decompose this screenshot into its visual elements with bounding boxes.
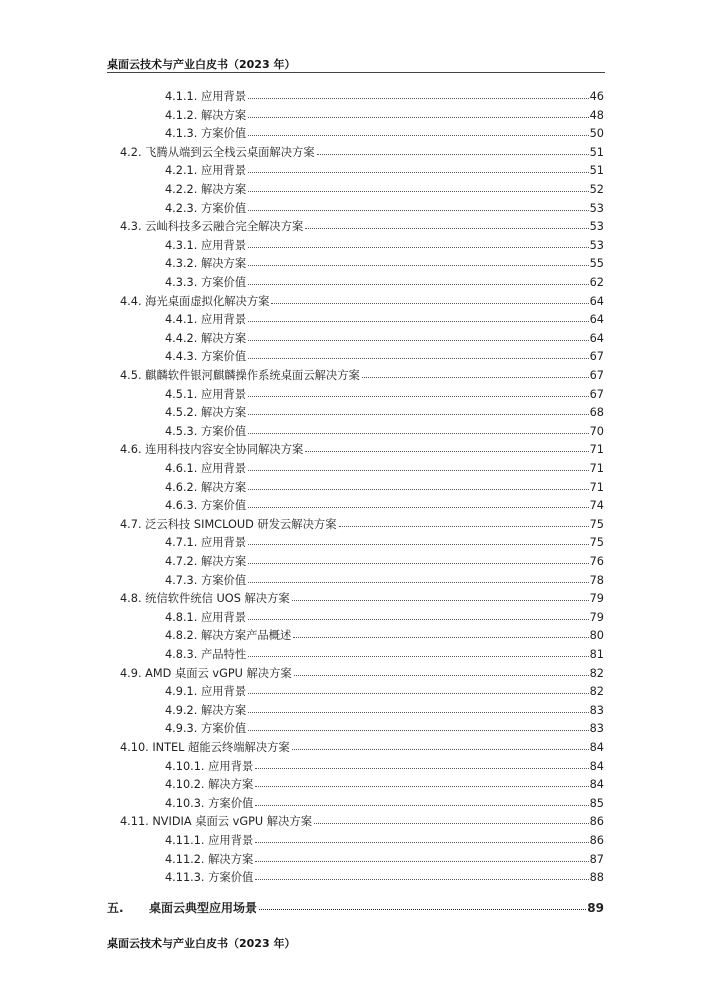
toc-entry-label — [165, 460, 246, 476]
toc-entry-number: 4.11.2. — [165, 852, 205, 866]
toc-entry-title: 解决方案 — [200, 257, 247, 271]
toc-entry-label — [120, 590, 290, 606]
toc-entry-title: 产品特性 — [200, 648, 247, 661]
toc-entry-number: 4.7.2. — [165, 555, 198, 568]
toc-entry-page: 89 — [587, 900, 604, 915]
toc-entry-title: 海光桌面虚拟化解决方案 — [145, 294, 270, 308]
toc-entry-page: 64 — [589, 331, 604, 345]
toc-entry-title: 解决方案 — [200, 555, 247, 568]
toc-entry-label — [120, 813, 312, 829]
toc-entry[interactable] — [165, 795, 604, 813]
toc-entry[interactable] — [165, 311, 604, 329]
toc-entry-label — [165, 162, 246, 178]
toc-entry-label — [120, 218, 303, 234]
toc-entry[interactable] — [165, 423, 604, 441]
toc-leader-dots — [255, 805, 588, 806]
toc-leader-dots — [248, 191, 588, 192]
toc-entry-number: 4.6.2. — [165, 480, 198, 494]
toc-entry-title: 应用背景 — [208, 834, 254, 847]
toc-entry-number: 4.4.2. — [165, 331, 198, 345]
header-divider — [107, 72, 605, 73]
toc-entry-page: 67 — [589, 369, 604, 382]
toc-entry-number: 4.5.3. — [165, 424, 198, 438]
toc-entry-page: 86 — [589, 834, 604, 847]
toc-entry[interactable] — [165, 627, 604, 645]
toc-leader-dots — [255, 842, 588, 843]
toc-entry-number: 4.9.1. — [165, 685, 198, 699]
toc-entry-number: 4.11. — [120, 815, 149, 829]
toc-entry-label — [165, 776, 253, 792]
toc-entry-title: 解决方案 — [208, 852, 254, 866]
toc-entry[interactable] — [120, 590, 604, 608]
toc-entry-title: 解决方案 — [200, 183, 247, 196]
toc-entry-number: 4.3.1. — [165, 238, 198, 252]
toc-entry[interactable] — [165, 330, 604, 348]
toc-leader-dots — [255, 786, 588, 787]
toc-entry-number: 4.3.3. — [165, 276, 198, 289]
toc-entry-label — [165, 348, 246, 364]
toc-entry-label — [165, 479, 246, 495]
toc-entry-title: 连用科技内容安全协同解决方案 — [145, 443, 304, 457]
toc-entry-title: 方案价值 — [200, 424, 247, 438]
toc-entry-number: 4.10.3. — [165, 796, 205, 810]
toc-entry-number: 4.7. — [120, 517, 142, 531]
toc-leader-dots — [248, 340, 588, 341]
toc-leader-dots — [248, 712, 588, 713]
toc-entry-label — [165, 683, 246, 699]
toc-entry[interactable] — [165, 646, 604, 664]
toc-entry[interactable] — [165, 181, 604, 199]
toc-entry[interactable] — [165, 702, 604, 720]
page-header: 桌面云技术与产业白皮书（2023 年） — [107, 58, 296, 71]
toc-entry-number: 4.3.2. — [165, 257, 198, 271]
toc-entry[interactable] — [165, 720, 604, 738]
toc-entry[interactable] — [165, 404, 604, 422]
toc-entry-page: 71 — [589, 480, 604, 494]
toc-leader-dots — [248, 544, 588, 545]
toc-entry[interactable] — [165, 107, 604, 125]
toc-entry-page: 71 — [589, 443, 604, 457]
toc-entry-label — [165, 88, 246, 104]
toc-entry-label — [165, 107, 246, 123]
toc-entry-page: 68 — [589, 406, 604, 420]
toc-entry-number: 4.6. — [120, 443, 142, 457]
toc-entry[interactable] — [165, 497, 604, 515]
toc-entry-label — [165, 646, 246, 662]
toc-entry-number: 4.11.3. — [165, 871, 205, 885]
toc-entry-number: 4.7.3. — [165, 573, 198, 587]
toc-entry-title: 解决方案产品概述 — [200, 629, 292, 643]
toc-entry-title: 方案价值 — [200, 350, 247, 364]
toc-entry-number: 4.2.3. — [165, 201, 198, 215]
toc-entry-page: 75 — [589, 517, 604, 531]
toc-entry-label — [120, 293, 269, 309]
toc-entry-title: 方案价值 — [200, 276, 247, 289]
toc-entry-page: 80 — [589, 629, 604, 643]
toc-entry-label — [165, 423, 246, 439]
toc-entry-title: 方案价值 — [200, 201, 247, 215]
toc-entry-number: 4.9. — [120, 666, 142, 680]
toc-entry-number: 4.10. — [120, 741, 149, 754]
toc-entry-page: 76 — [589, 555, 604, 568]
toc-entry-page: 53 — [589, 238, 604, 252]
toc-leader-dots — [248, 693, 588, 694]
toc-entry-page: 82 — [589, 685, 604, 699]
toc-entry-label — [165, 311, 246, 327]
toc-leader-dots — [248, 396, 588, 397]
toc-entry[interactable] — [120, 813, 604, 831]
toc-entry-number: 4.11.1. — [165, 834, 205, 847]
toc-entry[interactable] — [120, 144, 604, 162]
toc-entry[interactable] — [165, 832, 604, 850]
toc-entry-label — [165, 404, 246, 420]
toc-entry-page: 62 — [589, 276, 604, 289]
toc-leader-dots — [248, 247, 588, 248]
toc-leader-dots — [248, 619, 588, 620]
toc-entry-page: 46 — [589, 90, 604, 103]
toc-entry-number: 4.8.3. — [165, 648, 198, 661]
toc-entry-label — [165, 200, 246, 216]
toc-leader-dots — [248, 98, 588, 99]
toc-entry-title: 应用背景 — [200, 610, 247, 624]
toc-leader-dots — [362, 377, 589, 378]
toc-entry-title: INTEL 超能云终端解决方案 — [152, 741, 290, 754]
toc-entry-number: 4.3. — [120, 220, 142, 234]
toc-entry-number: 4.1.3. — [165, 127, 198, 141]
toc-entry[interactable] — [165, 851, 604, 869]
toc-leader-dots — [248, 172, 588, 173]
toc-leader-dots — [248, 470, 588, 471]
toc-entry[interactable] — [165, 553, 604, 571]
toc-leader-dots — [255, 861, 588, 862]
toc-entry[interactable] — [165, 776, 604, 794]
toc-leader-dots — [248, 321, 588, 322]
toc-entry-label — [120, 144, 315, 160]
page-footer: 桌面云技术与产业白皮书（2023 年） — [107, 937, 296, 950]
toc-leader-dots — [248, 284, 588, 285]
toc-entry-number: 4.9.2. — [165, 703, 198, 717]
toc-entry[interactable] — [165, 237, 604, 255]
toc-entry-number: 4.9.3. — [165, 722, 198, 736]
toc-entry-label — [165, 869, 253, 885]
toc-entry-label — [165, 553, 246, 569]
toc-entry-number: 4.5.1. — [165, 387, 198, 401]
toc-entry-number: 4.7.1. — [165, 536, 198, 550]
toc-entry-title: AMD 桌面云 vGPU 解决方案 — [145, 666, 292, 680]
toc-leader-dots — [248, 117, 588, 118]
toc-entry-title: 统信软件统信 UOS 解决方案 — [145, 592, 290, 606]
toc-entry-number: 4.5. — [120, 369, 142, 382]
toc-entry-title: 云屾科技多云融合完全解决方案 — [145, 220, 304, 234]
toc-entry-number: 4.5.2. — [165, 406, 198, 420]
toc-entry-page: 83 — [589, 722, 604, 736]
toc-entry-title: 桌面云典型应用场景 — [149, 900, 258, 915]
toc-entry-title: 解决方案 — [200, 108, 247, 122]
toc-entry-page: 48 — [589, 108, 604, 122]
toc-entry-page: 79 — [589, 592, 604, 606]
toc-entry[interactable] — [120, 516, 604, 534]
toc-entry[interactable] — [165, 255, 604, 273]
toc-entry-page: 78 — [589, 573, 604, 587]
toc-entry-number: 4.1.2. — [165, 108, 198, 122]
toc-entry-page: 86 — [589, 815, 604, 829]
toc-leader-dots — [248, 210, 588, 211]
toc-entry-title: 应用背景 — [200, 536, 247, 550]
toc-entry-title: 应用背景 — [200, 238, 247, 252]
toc-entry-number: 4.4.3. — [165, 350, 198, 364]
toc-entry-number: 4.2.1. — [165, 164, 198, 178]
toc-entry-number: 4.10.2. — [165, 778, 205, 792]
toc-entry-label — [165, 274, 246, 290]
toc-entry-title: 方案价值 — [200, 499, 247, 513]
toc-entry[interactable] — [165, 386, 604, 404]
toc-entry-label — [107, 899, 257, 916]
toc-entry-label — [165, 386, 246, 402]
toc-entry-number: 4.8.1. — [165, 610, 198, 624]
toc-leader-dots — [305, 228, 588, 229]
toc-entry-page: 85 — [589, 796, 604, 810]
toc-entry-page: 82 — [589, 666, 604, 680]
toc-entry-page: 53 — [589, 220, 604, 234]
toc-leader-dots — [255, 879, 588, 880]
toc-entry[interactable] — [165, 348, 604, 366]
toc-entry-label — [120, 739, 290, 755]
toc-entry-number: 4.8. — [120, 592, 142, 606]
toc-entry-title: 解决方案 — [200, 331, 247, 345]
toc-entry-number: 4.6.3. — [165, 499, 198, 513]
toc-entry-page: 70 — [589, 424, 604, 438]
toc-leader-dots — [248, 507, 588, 508]
toc-entry-number: 4.1.1. — [165, 90, 198, 103]
toc-entry[interactable] — [165, 758, 604, 776]
toc-entry-number: 4.8.2. — [165, 629, 198, 643]
toc-entry-title: 应用背景 — [200, 90, 247, 103]
toc-entry-page: 51 — [589, 164, 604, 178]
toc-entry-title: 方案价值 — [200, 127, 247, 141]
toc-entry-page: 67 — [589, 350, 604, 364]
toc-entry-label — [165, 851, 253, 867]
toc-leader-dots — [294, 675, 589, 676]
toc-entry-number: 五. — [107, 900, 124, 915]
toc-entry-label — [165, 497, 246, 513]
toc-entry-page: 71 — [589, 462, 604, 475]
toc-entry-title: 应用背景 — [200, 313, 247, 327]
toc-entry-number: 4.2.2. — [165, 183, 198, 196]
toc-entry-page: 64 — [589, 313, 604, 327]
toc-entry-title: 方案价值 — [200, 573, 247, 587]
toc-entry-label — [165, 609, 246, 625]
toc-entry-label — [165, 125, 246, 141]
toc-entry-page: 74 — [589, 499, 604, 513]
toc-leader-dots — [292, 600, 589, 601]
toc-entry-title: 应用背景 — [200, 462, 247, 475]
toc-entry-label — [165, 255, 246, 271]
toc-entry[interactable] — [165, 460, 604, 478]
toc-entry-number: 4.4.1. — [165, 313, 198, 327]
toc-leader-dots — [248, 433, 588, 434]
toc-entry-page: 87 — [589, 852, 604, 866]
toc-entry-title: 解决方案 — [200, 406, 247, 420]
toc-entry-title: 方案价值 — [208, 796, 254, 810]
toc-entry-label — [165, 330, 246, 346]
toc-entry[interactable] — [165, 88, 604, 106]
toc-entry[interactable] — [165, 683, 604, 701]
toc-entry-label — [165, 702, 246, 718]
toc-leader-dots — [305, 451, 588, 452]
toc-entry-label — [165, 572, 246, 588]
toc-entry[interactable] — [120, 739, 604, 757]
toc-entry-page: 88 — [589, 871, 604, 885]
toc-entry[interactable] — [165, 609, 604, 627]
toc-leader-dots — [259, 909, 586, 910]
toc-entry-page: 55 — [589, 257, 604, 271]
toc-entry-label — [165, 237, 246, 253]
toc-entry-page: 81 — [589, 648, 604, 661]
toc-entry-page: 84 — [589, 759, 604, 773]
toc-entry[interactable] — [120, 293, 604, 311]
toc-leader-dots — [248, 358, 588, 359]
toc-entry-title: 应用背景 — [200, 164, 247, 178]
toc-entry-title: 解决方案 — [200, 480, 247, 494]
toc-entry[interactable] — [165, 869, 604, 887]
toc-entry-page: 75 — [589, 536, 604, 550]
toc-entry-title: 方案价值 — [208, 871, 254, 885]
toc-entry-page: 53 — [589, 201, 604, 215]
toc-entry-title: NVIDIA 桌面云 vGPU 解决方案 — [152, 815, 312, 829]
toc-entry-label — [165, 181, 246, 197]
toc-entry-label — [165, 720, 246, 736]
toc-leader-dots — [248, 656, 588, 657]
toc-entry[interactable] — [107, 899, 604, 917]
toc-entry-page: 52 — [589, 183, 604, 196]
toc-leader-dots — [314, 823, 589, 824]
toc-entry-label — [165, 832, 253, 848]
toc-entry-label — [165, 627, 291, 643]
toc-entry-page: 83 — [589, 703, 604, 717]
toc-entry[interactable] — [165, 162, 604, 180]
toc-entry-label — [165, 795, 253, 811]
toc-entry[interactable] — [120, 665, 604, 683]
toc-entry-page: 84 — [589, 778, 604, 792]
toc-entry[interactable] — [120, 367, 604, 385]
toc-leader-dots — [293, 637, 588, 638]
toc-leader-dots — [339, 526, 589, 527]
toc-entry-label — [120, 367, 360, 383]
toc-leader-dots — [248, 414, 588, 415]
toc-entry-page: 84 — [589, 741, 604, 754]
toc-entry-title: 应用背景 — [200, 387, 247, 401]
toc-leader-dots — [292, 749, 589, 750]
toc-entry-label — [165, 534, 246, 550]
toc-leader-dots — [248, 563, 588, 564]
toc-leader-dots — [248, 489, 588, 490]
toc-entry-label — [165, 758, 253, 774]
toc-leader-dots — [248, 135, 588, 136]
toc-entry-title: 应用背景 — [200, 685, 247, 699]
toc-entry[interactable] — [165, 572, 604, 590]
toc-leader-dots — [248, 582, 588, 583]
toc-entry-page: 50 — [589, 127, 604, 141]
toc-entry[interactable] — [165, 125, 604, 143]
toc-leader-dots — [248, 730, 588, 731]
toc-entry-number: 4.6.1. — [165, 462, 198, 475]
toc-entry[interactable] — [165, 274, 604, 292]
toc-entry-title: 解决方案 — [200, 703, 247, 717]
toc-entry-title: 泛云科技 SIMCLOUD 研发云解决方案 — [145, 517, 337, 531]
toc-entry-label — [120, 441, 303, 457]
toc-entry-number: 4.10.1. — [165, 759, 205, 773]
toc-entry[interactable] — [165, 200, 604, 218]
toc-leader-dots — [317, 154, 589, 155]
toc-leader-dots — [271, 303, 588, 304]
toc-entry-label — [120, 516, 337, 532]
toc-entry-title: 解决方案 — [208, 778, 254, 792]
toc-entry-number: 4.2. — [120, 145, 142, 159]
toc-entry[interactable] — [165, 479, 604, 497]
toc-entry-title: 飞腾从端到云全栈云桌面解决方案 — [145, 145, 315, 159]
toc-entry-title: 方案价值 — [200, 722, 247, 736]
toc-entry-title: 应用背景 — [208, 759, 254, 773]
toc-entry[interactable] — [120, 441, 604, 459]
toc-entry[interactable] — [165, 534, 604, 552]
toc-leader-dots — [255, 768, 588, 769]
toc-entry-page: 51 — [589, 145, 604, 159]
toc-entry-page: 67 — [589, 387, 604, 401]
toc-entry-page: 64 — [589, 294, 604, 308]
toc-entry[interactable] — [120, 218, 604, 236]
toc-entry-title: 麒麟软件银河麒麟操作系统桌面云解决方案 — [145, 369, 360, 382]
toc-entry-page: 79 — [589, 610, 604, 624]
toc-leader-dots — [248, 265, 588, 266]
toc-entry-number: 4.4. — [120, 294, 142, 308]
toc-entry-label — [120, 665, 292, 681]
